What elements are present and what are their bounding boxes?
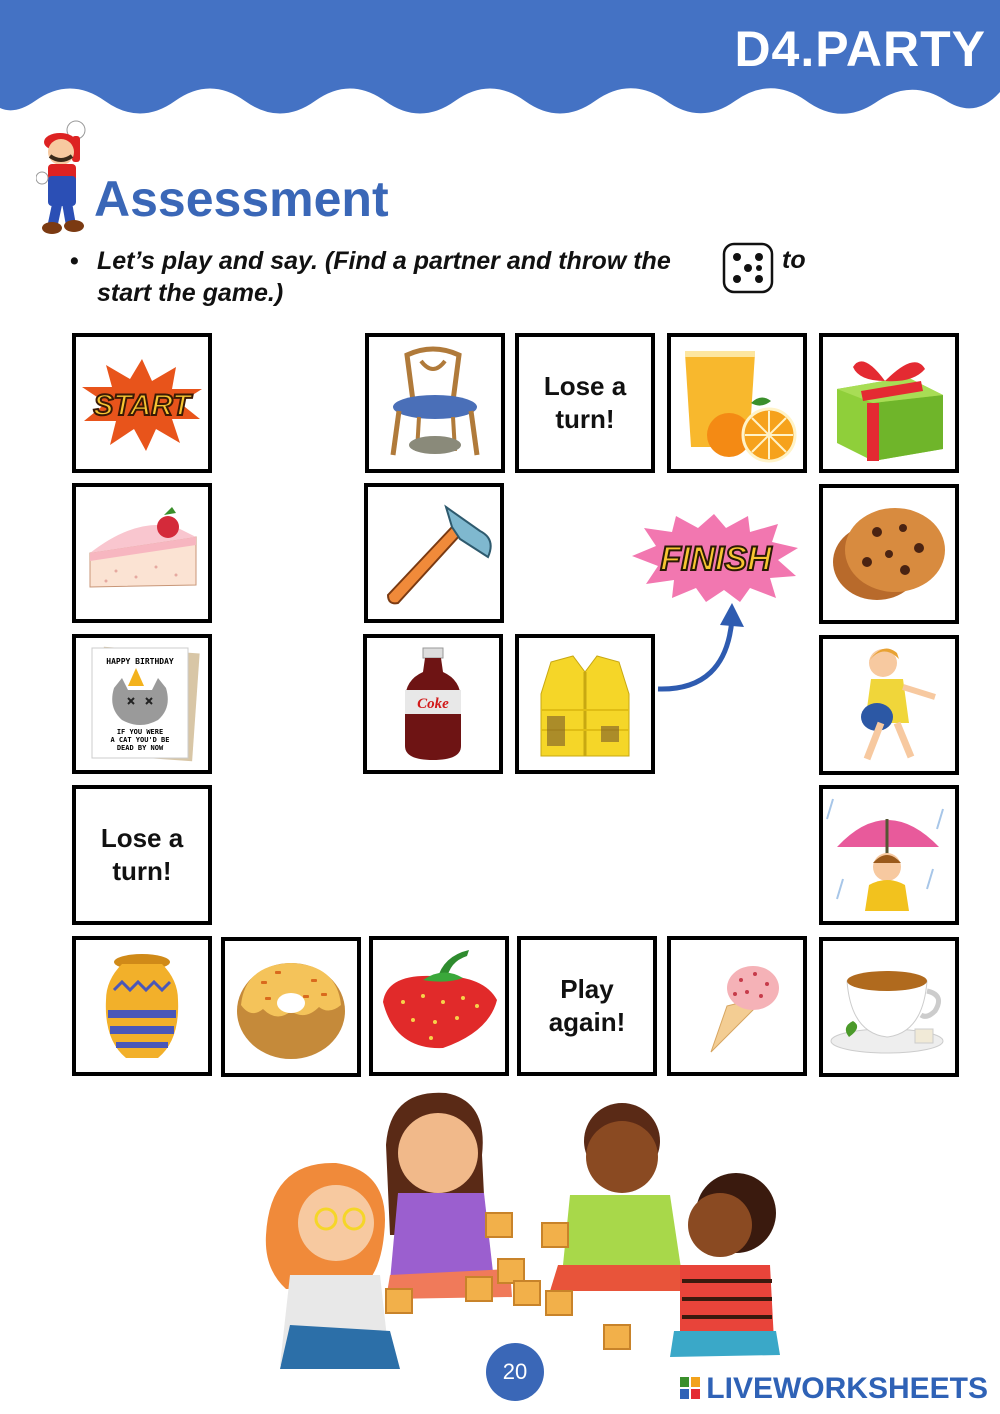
board-cell-birthday-card[interactable] <box>72 634 212 774</box>
axe-icon <box>368 487 500 619</box>
board-cell-lose-turn-2[interactable] <box>515 333 655 473</box>
finish-label: FINISH <box>660 540 772 578</box>
mascot-icon <box>36 120 96 238</box>
board-cell-gift[interactable] <box>819 333 959 473</box>
chair-icon <box>369 337 501 469</box>
gift-icon <box>823 337 955 469</box>
card-line-4: DEAD BY NOW <box>116 744 164 752</box>
curved-arrow-icon <box>650 595 760 705</box>
board-cell-cookie[interactable] <box>819 484 959 624</box>
start-label: START <box>93 389 191 422</box>
liveworksheets-logo-icon <box>678 1375 702 1403</box>
children-playing-illustration <box>250 1085 790 1385</box>
ice-cream-icon <box>671 940 803 1072</box>
play-again-text: Play again! <box>548 974 626 1037</box>
instruction-line-1: Let’s play and say. (Find a partner and throw the <box>97 247 671 275</box>
strawberry-icon <box>373 940 505 1072</box>
board-cell-play-again[interactable] <box>517 936 657 1076</box>
unit-title: D4.PARTY <box>734 21 986 77</box>
cookie-icon <box>823 488 955 620</box>
card-line-3: A CAT YOU'D BE <box>110 736 170 744</box>
board-cell-cake[interactable] <box>72 483 212 623</box>
board-cell-umbrella-girl[interactable] <box>819 785 959 925</box>
donut-icon <box>225 941 357 1073</box>
board-cell-vase[interactable] <box>72 936 212 1076</box>
card-line-1: HAPPY BIRTHDAY <box>106 657 174 666</box>
brand-text: LIVEWORKSHEETS <box>706 1372 988 1405</box>
lose-turn-text: Lose a turn! <box>543 371 627 434</box>
board-cell-vest[interactable] <box>515 634 655 774</box>
vest-icon <box>519 638 651 770</box>
board-cell-strawberry[interactable] <box>369 936 509 1076</box>
page-number-badge: 20 <box>486 1343 544 1401</box>
vase-icon <box>76 940 208 1072</box>
soda-bottle-icon <box>367 638 499 770</box>
cake-slice-icon <box>76 487 208 619</box>
lose-turn-text: Lose a turn! <box>100 823 184 886</box>
tea-cup-icon <box>823 941 955 1073</box>
dice-icon <box>720 240 776 296</box>
board-cell-chair[interactable] <box>365 333 505 473</box>
finish-burst-icon <box>628 510 800 602</box>
board-cell-donut[interactable] <box>221 937 361 1077</box>
bottle-label: Coke <box>417 696 449 712</box>
instruction-line-2: start the game.) <box>97 279 284 307</box>
board-cell-ice-cream[interactable] <box>667 936 807 1076</box>
umbrella-girl-icon <box>823 789 955 921</box>
walking-girl-icon <box>823 639 955 771</box>
board-cell-axe[interactable] <box>364 483 504 623</box>
bullet: • <box>70 247 79 275</box>
board-cell-start[interactable] <box>72 333 212 473</box>
board-cell-walking-girl[interactable] <box>819 635 959 775</box>
birthday-card-icon <box>76 638 208 770</box>
board-cell-lose-turn-1[interactable] <box>72 785 212 925</box>
instruction-line-1-end: to <box>782 246 806 274</box>
orange-juice-icon <box>671 337 803 469</box>
board-cell-coke[interactable] <box>363 634 503 774</box>
section-title: Assessment <box>94 171 389 227</box>
card-line-2: IF YOU WERE <box>116 728 164 736</box>
brand-logo[interactable] <box>678 1372 988 1406</box>
board-cell-tea[interactable] <box>819 937 959 1077</box>
board-cell-orange-juice[interactable] <box>667 333 807 473</box>
start-burst-icon <box>76 337 208 469</box>
